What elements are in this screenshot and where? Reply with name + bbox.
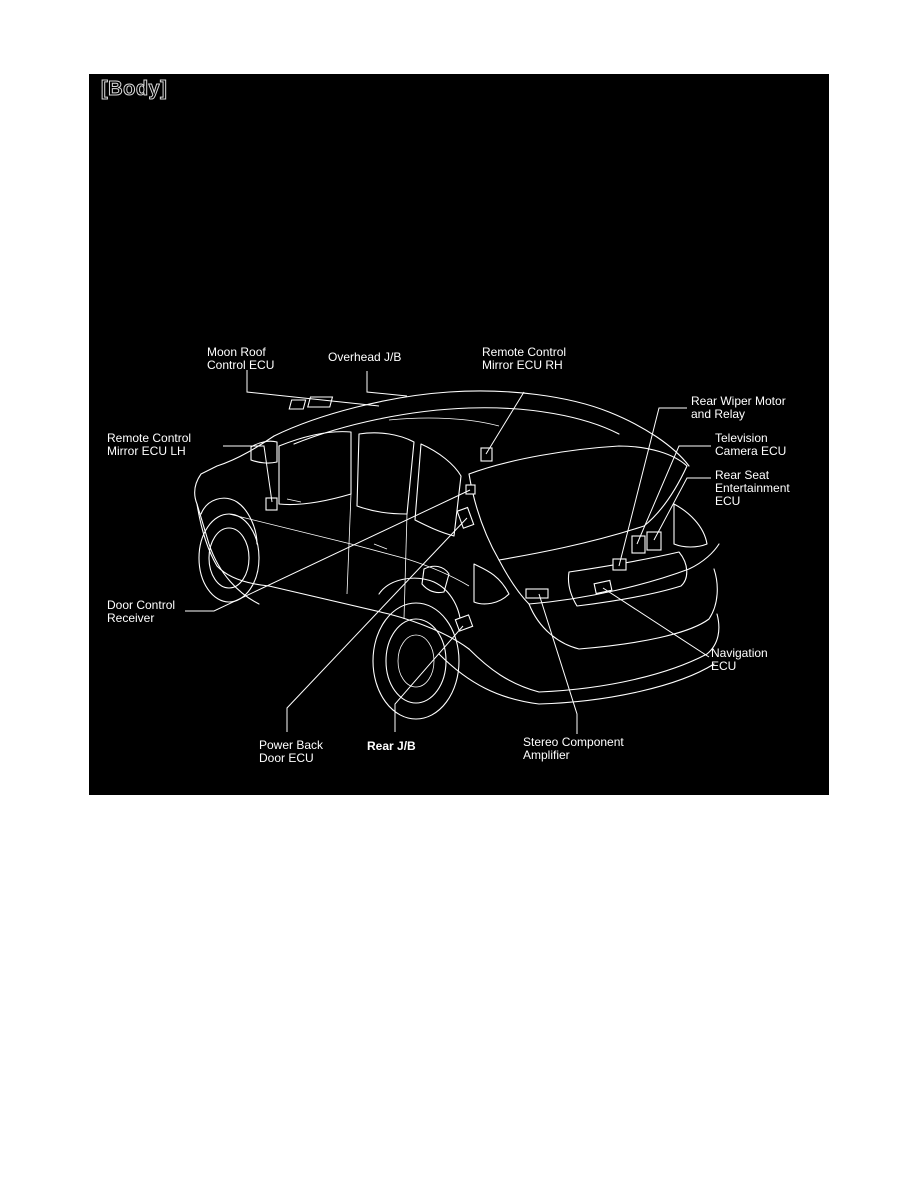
- label-rear-wiper-motor-and-relay: Rear Wiper Motor and Relay: [691, 394, 786, 421]
- label-navigation-ecu: Navigation ECU: [711, 646, 768, 673]
- diagram-panel: [89, 74, 829, 795]
- television-camera-ecu-marker: [632, 536, 645, 553]
- diagram-title: [Body]: [101, 78, 168, 100]
- vehicle-outline: [195, 391, 719, 719]
- door-control-receiver-marker: [466, 485, 475, 494]
- component-markers: [266, 397, 661, 631]
- rear-jb-marker: [455, 615, 472, 631]
- label-remote-control-mirror-ecu-lh: Remote Control Mirror ECU LH: [107, 431, 192, 458]
- rear-seat-ecu-marker: [647, 532, 661, 550]
- moon-roof-ecu-marker: [289, 400, 305, 409]
- label-door-control-receiver: Door Control Receiver: [107, 598, 176, 625]
- label-television-camera-ecu: Television Camera ECU: [715, 431, 787, 458]
- label-stereo-component-amplifier: Stereo Component Amplifier: [523, 735, 624, 762]
- label-power-back-door-ecu: Power Back Door ECU: [259, 738, 324, 765]
- label-moon-roof-control-ecu: Moon Roof Control ECU: [207, 345, 275, 372]
- label-rear-jb: Rear J/B: [367, 739, 416, 753]
- mirror-ecu-rh-marker: [481, 448, 492, 461]
- label-overhead-jb: Overhead J/B: [328, 350, 402, 364]
- stereo-amplifier-marker: [526, 589, 548, 598]
- label-rear-seat-entertainment-ecu: Rear Seat Entertainment ECU: [715, 468, 790, 508]
- label-remote-control-mirror-ecu-rh: Remote Control Mirror ECU RH: [482, 345, 567, 372]
